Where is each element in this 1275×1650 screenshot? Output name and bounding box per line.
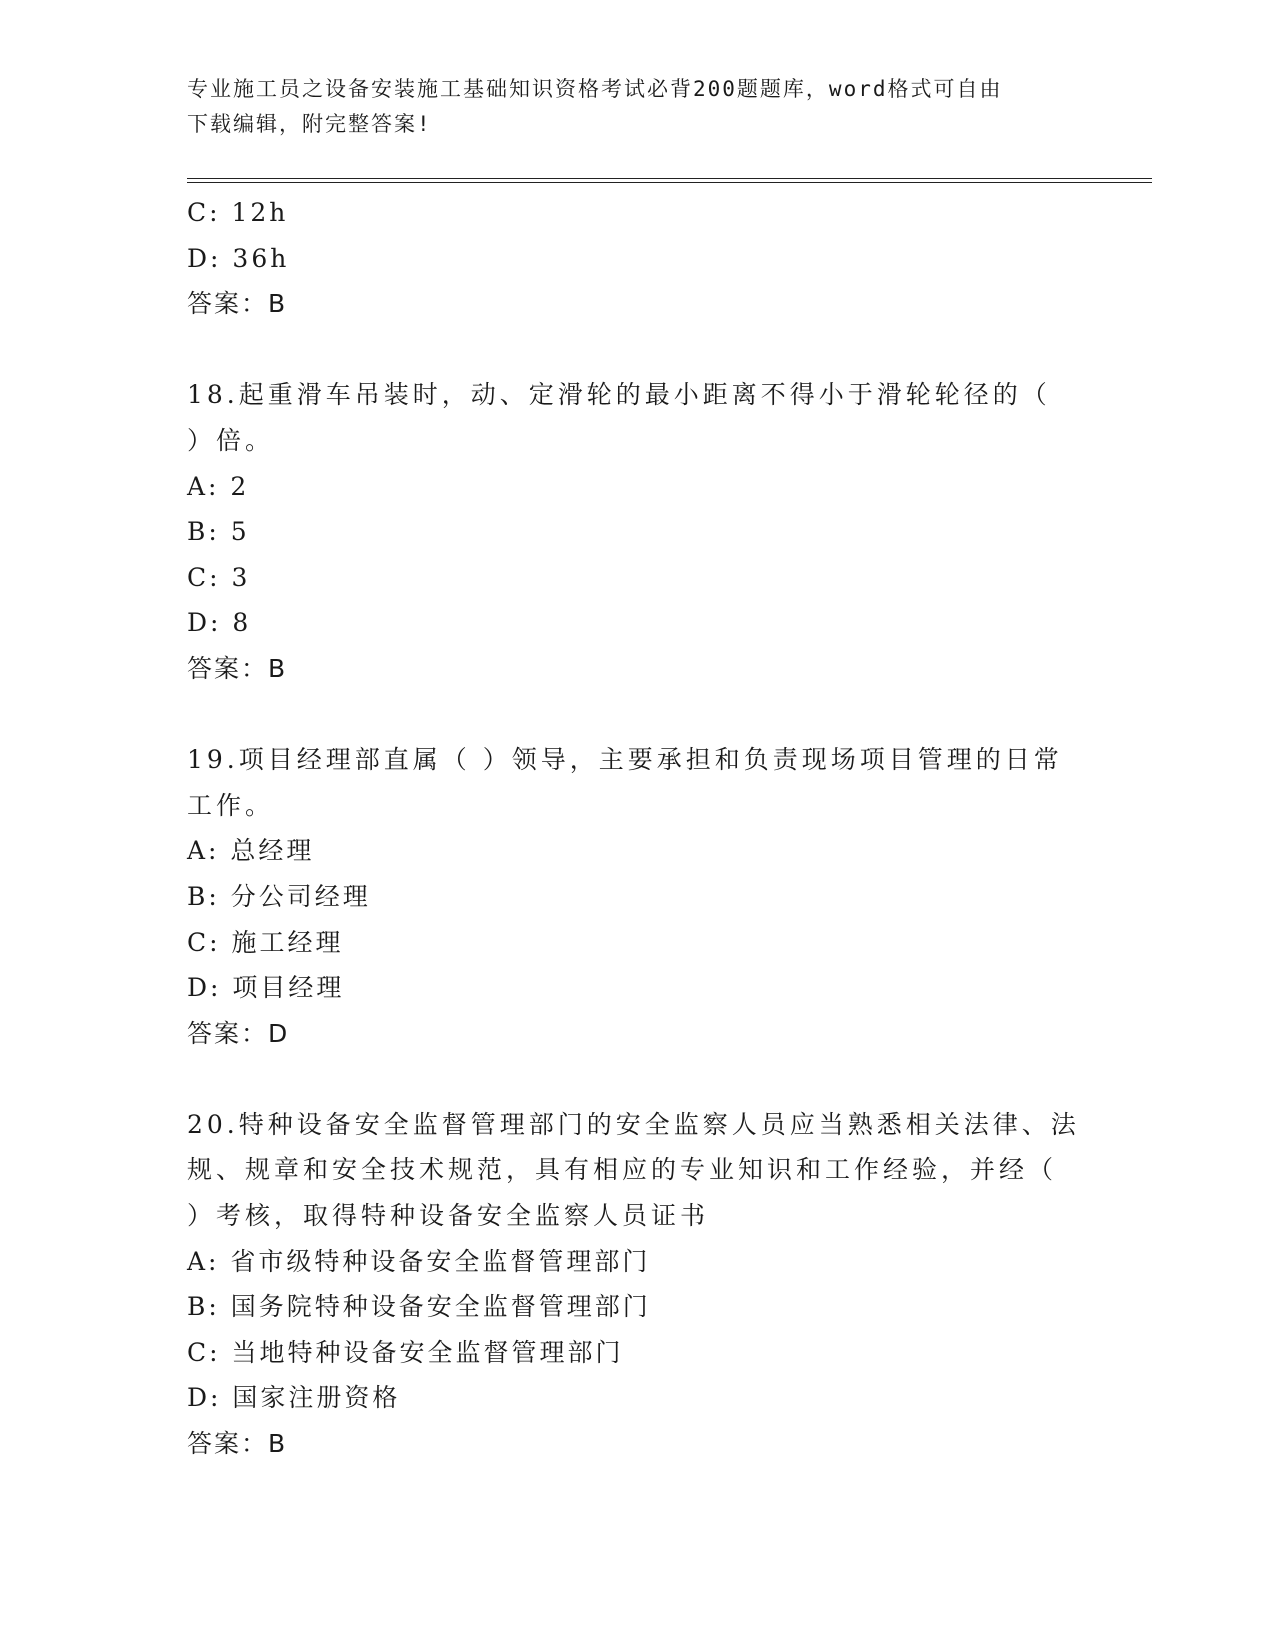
answer-line: 答案：B: [187, 1429, 288, 1459]
question-stem-line: ）倍。: [187, 425, 275, 455]
option-b: B: 分公司经理: [187, 881, 371, 911]
header-divider: [187, 178, 1152, 183]
answer-line: 答案：B: [187, 289, 288, 319]
header-line-2: 下载编辑，附完整答案!: [187, 112, 432, 136]
answer-line: 答案：D: [187, 1018, 290, 1048]
option-b: B: 国务院特种设备安全监督管理部门: [187, 1292, 651, 1322]
document-header: [187, 72, 1067, 142]
question-stem-line: 20.特种设备安全监督管理部门的安全监察人员应当熟悉相关法律、法: [187, 1109, 1080, 1139]
option-c: C: 施工经理: [187, 927, 344, 957]
option-a: A: 省市级特种设备安全监督管理部门: [187, 1246, 651, 1276]
option-d: D: 36h: [187, 243, 290, 273]
option-a: A: 2: [187, 471, 250, 501]
question-block-18: [187, 372, 1087, 691]
question-stem-line: 工作。: [187, 790, 275, 820]
option-d: D: 项目经理: [187, 973, 345, 1003]
option-c: C: 12h: [187, 198, 289, 227]
option-b: B: 5: [187, 517, 250, 547]
question-block-20: [187, 1102, 1087, 1467]
question-block-19: [187, 737, 1087, 1056]
option-d: D: 国家注册资格: [187, 1383, 401, 1413]
question-stem-line: 19.项目经理部直属（ ）领导，主要承担和负责现场项目管理的日常: [187, 745, 1063, 775]
question-stem-line: ）考核，取得特种设备安全监察人员证书: [187, 1201, 710, 1231]
spacer: [187, 692, 1087, 738]
question-block-17: [187, 190, 1087, 327]
option-d: D: 8: [187, 608, 252, 638]
option-c: C: 3: [187, 562, 251, 592]
option-c: C: 当地特种设备安全监督管理部门: [187, 1337, 624, 1367]
question-stem-line: 18.起重滑车吊装时，动、定滑轮的最小距离不得小于滑轮轮径的（: [187, 380, 1051, 410]
spacer: [187, 1056, 1087, 1102]
header-line-1: 专业施工员之设备安装施工基础知识资格考试必背200题题库，word格式可自由: [187, 77, 1003, 101]
question-list: [187, 190, 1087, 1467]
answer-line: 答案：B: [187, 653, 288, 683]
option-a: A: 总经理: [187, 836, 315, 866]
spacer: [187, 327, 1087, 373]
question-stem-line: 规、规章和安全技术规范，具有相应的专业知识和工作经验，并经（: [187, 1155, 1058, 1185]
